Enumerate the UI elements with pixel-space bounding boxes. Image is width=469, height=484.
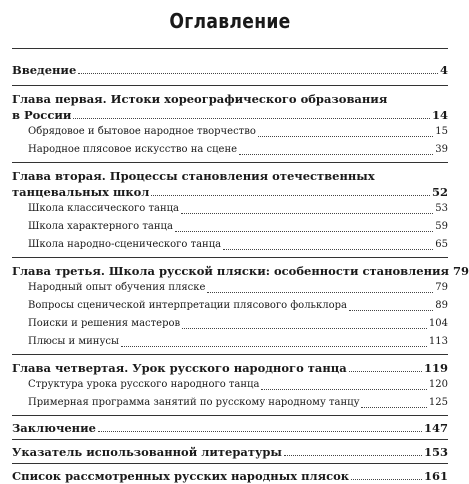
toc-entry-label: Введение	[12, 63, 77, 77]
toc-entry-label: Глава четвертая. Урок русского народного танца	[12, 361, 347, 375]
toc-entry-label: Структура урока русского народного танца	[28, 379, 260, 390]
toc-entry-page: 89	[435, 300, 448, 311]
toc-entry-label: Заключение	[12, 421, 96, 435]
toc-entry-page: 14	[431, 108, 448, 122]
toc-chapter-1[interactable]	[12, 91, 448, 123]
toc-entry-page: 125	[428, 397, 448, 408]
dot-leader	[223, 249, 433, 250]
toc-entry-label: Плюсы и минусы	[28, 336, 119, 347]
toc-entry-page: 53	[435, 203, 448, 214]
toc-subentry[interactable]	[12, 315, 448, 333]
dot-leader	[181, 213, 433, 214]
dot-leader	[73, 118, 430, 119]
toc-entry-label: Обрядовое и бытовое народное творчество	[28, 126, 256, 137]
toc-entry-page: 119	[423, 361, 448, 375]
toc-subentry[interactable]	[12, 123, 448, 141]
toc-entry-label: Список рассмотренных русских народных плясок	[12, 469, 350, 483]
toc-entry-label: Указатель использованной литературы	[12, 445, 282, 459]
toc-entry-label: Народное плясовое искусство на сцене	[28, 144, 238, 155]
section-rule	[12, 439, 448, 440]
section-rule	[12, 162, 448, 163]
toc-entry-conclusion[interactable]	[12, 420, 448, 436]
dot-leader	[239, 154, 433, 155]
toc-entry-label: Примерная программа занятий по русскому народному танцу	[28, 397, 360, 408]
section-rule	[12, 354, 448, 355]
dot-leader	[351, 479, 422, 480]
toc-entry-label: Глава третья. Школа русской пляски: особенности становления	[12, 264, 450, 278]
toc-chapter-2[interactable]	[12, 168, 448, 200]
section-rule	[12, 415, 448, 416]
page-title: Оглавление	[169, 9, 291, 33]
toc-subentry[interactable]	[12, 279, 448, 297]
dot-leader	[151, 195, 430, 196]
toc-entry-page: 79	[435, 282, 448, 293]
toc-chapter-3[interactable]	[12, 263, 469, 279]
toc-entry-page: 39	[435, 144, 448, 155]
toc-entry-page: 52	[431, 185, 448, 199]
toc-entry-literature[interactable]	[12, 444, 448, 460]
toc-entry-page: 161	[423, 469, 448, 483]
toc-entry-page: 59	[435, 221, 448, 232]
toc-entry-label: Школа народно-сценического танца	[28, 239, 222, 250]
toc-chapter-4[interactable]	[12, 360, 448, 376]
chapter-title-line1: Глава вторая. Процессы становления отечественных	[12, 169, 375, 183]
toc-subentry[interactable]	[12, 297, 448, 315]
toc-subentry[interactable]	[12, 394, 448, 412]
toc-entry-label: Вопросы сценической интерпретации плясового фольклора	[28, 300, 347, 311]
toc-entry-label: Поиски и решения мастеров	[28, 318, 181, 329]
toc-entry-page: 113	[428, 336, 448, 347]
chapter-title-line1: Глава первая. Истоки хореографического образования	[12, 92, 388, 106]
dot-leader	[261, 389, 426, 390]
section-rule	[12, 85, 448, 86]
dot-leader	[121, 346, 427, 347]
toc-entry-page: 120	[428, 379, 448, 390]
toc-entry-intro[interactable]	[12, 62, 448, 78]
top-rule	[12, 48, 448, 49]
section-rule	[12, 257, 448, 258]
dot-leader	[175, 231, 433, 232]
chapter-title-line2: танцевальных школ	[12, 185, 150, 199]
toc-entry-label: Народный опыт обучения пляске	[28, 282, 206, 293]
toc-entry-page: 79	[453, 264, 469, 278]
dot-leader	[182, 328, 427, 329]
table-of-contents	[12, 62, 469, 484]
toc-entry-label: Школа классического танца	[28, 203, 179, 214]
toc-entry-page: 147	[423, 421, 448, 435]
section-rule	[12, 463, 448, 464]
dot-leader	[349, 310, 433, 311]
toc-subentry[interactable]	[12, 218, 448, 236]
dot-leader	[207, 292, 433, 293]
toc-subentry[interactable]	[12, 200, 448, 218]
dot-leader	[349, 371, 422, 372]
toc-entry-page: 15	[435, 126, 448, 137]
dot-leader	[361, 407, 426, 408]
toc-entry-page: 4	[439, 63, 448, 77]
toc-entry-page: 153	[423, 445, 448, 459]
toc-subentry[interactable]	[12, 376, 448, 394]
dot-leader	[78, 73, 438, 74]
toc-subentry[interactable]	[12, 141, 448, 159]
dot-leader	[258, 136, 433, 137]
chapter-title-line2: в России	[12, 108, 72, 122]
toc-entry-page: 65	[435, 239, 448, 250]
toc-entry-dances[interactable]	[12, 468, 448, 484]
dot-leader	[284, 455, 422, 456]
toc-subentry[interactable]	[12, 236, 448, 254]
toc-subentry[interactable]	[12, 333, 448, 351]
toc-entry-label: Школа характерного танца	[28, 221, 173, 232]
dot-leader	[98, 431, 422, 432]
toc-entry-page: 104	[428, 318, 448, 329]
